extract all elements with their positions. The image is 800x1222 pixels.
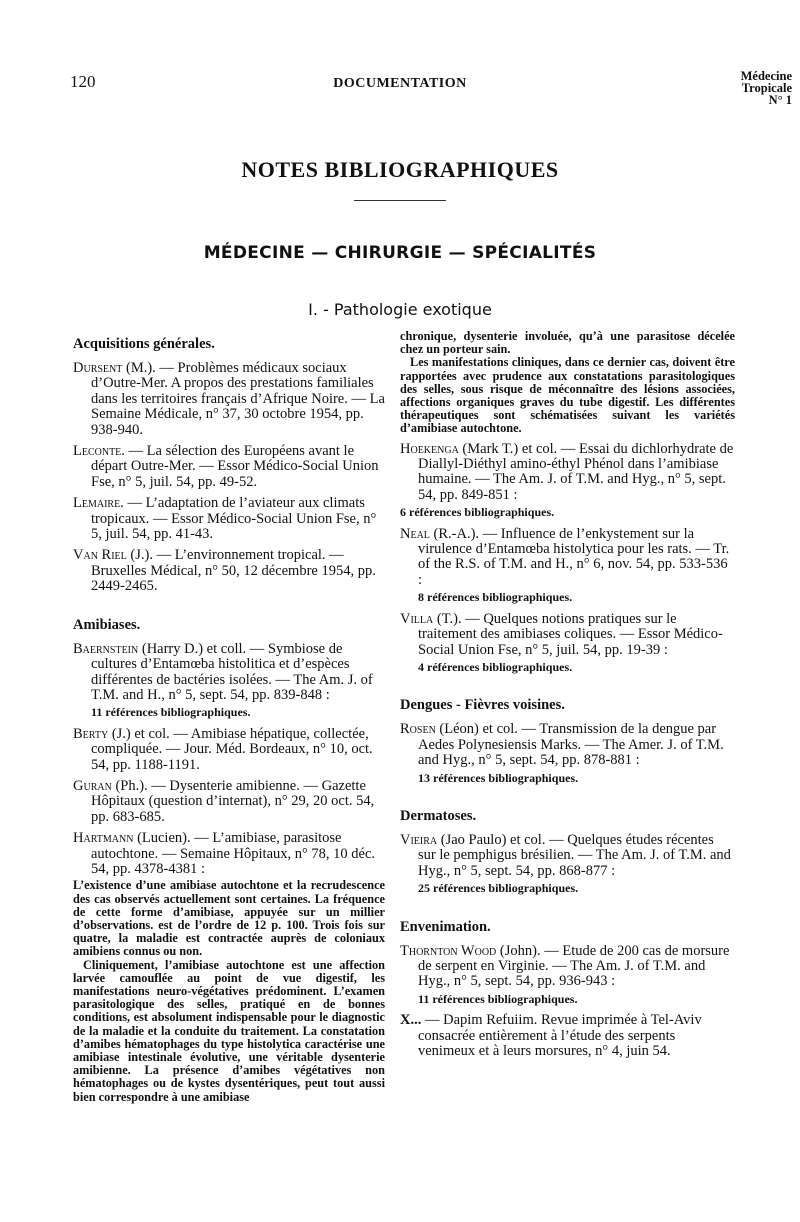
journal-line-1: Médecine (740, 69, 792, 83)
entry-author: Hartmann (73, 830, 134, 847)
entry-author: Vieira (400, 831, 438, 848)
journal-line-2: Tropicale (741, 81, 792, 95)
entry-author: Villa (400, 610, 434, 627)
bibliography-entry (73, 642, 385, 721)
left-column (73, 330, 385, 1110)
entry-text: (M.). — Problèmes médicaux sociaux d’Outre-Mer. A propos des prestations familiales dans les territoires français d’Afrique Noire. — La Semaine Médicale, n° 37, 30 octobre 1954, pp. 938-940. (91, 360, 385, 438)
entry-author: Baernstein (73, 640, 139, 657)
abstract-paragraph: chronique, dysenterie involuée, qu’à une parasitose décelée chez un porteur sain. (400, 329, 735, 357)
bibliography-entry (400, 442, 735, 521)
title-divider (354, 200, 446, 201)
reference-count: 4 références bibliographiques. (418, 659, 573, 674)
entry-author: Hoekenga (400, 440, 459, 457)
bibliography-entry (73, 444, 385, 490)
entry-author: Van Riel (73, 547, 127, 564)
bibliography-entry (400, 944, 735, 1008)
entry-text: (T.). — Quelques notions pratiques sur le traitement des amibiases coliques. — Essor Médico-Social Union Fse, n° 5, juil. 54, pp. 19-39 : (418, 610, 723, 658)
category-heading: Dengues - Fièvres voisines. (400, 697, 565, 714)
entry-text: — La sélection des Européens avant le départ Outre-Mer. — Essor Médico-Social Union Fse, n° 5, juil. 54, pp. 49-52. (91, 443, 379, 490)
category-heading: Amibiases. (73, 616, 141, 633)
subsection-title: I. - Pathologie exotique (308, 300, 492, 319)
journal-name (741, 70, 792, 106)
bibliography-entry (73, 727, 385, 773)
bibliography-entry (73, 548, 385, 594)
entry-text: (Lucien). — L’amibiase, parasitose autochtone. — Semaine Hôpitaux, n° 78, 10 déc. 54, pp. 4378-4381 : (91, 830, 376, 877)
entry-text: (Jao Paulo) et col. — Quelques études récentes sur le pemphigus brésilien. — The Am. J. of T.M. and Hyg., n° 5, sept. 54, pp. 868-877 : (418, 831, 731, 879)
entry-author: Neal (400, 525, 430, 542)
entry-text: (Ph.). — Dysenterie amibienne. — Gazette Hôpitaux (question d’internat), n° 29, 20 oct. 54, pp. 683-685. (91, 777, 375, 825)
abstract-paragraph: L’existence d’une amibiase autochtone et la recrudescence des cas observés actuellement sont certaines. La fréquence de cette forme d’amibiase, appuyée sur un millier d’observations. est de l’ordre de 12 p. 100. Trois fois sur quatre, la maladie est contractée auprès de coloniaux amibiens connus ou non. (73, 878, 385, 959)
category-heading: Acquisitions générales. (73, 336, 215, 352)
bibliography-entry (400, 1013, 735, 1059)
entry-author: Rosen (400, 721, 436, 738)
entry-text: — L’adaptation de l’aviateur aux climats tropicaux. — Essor Médico-Social Union Fse, n° 5, juil. 54, pp. 41-43. (91, 495, 377, 543)
reference-count: 8 références bibliographiques. (418, 590, 573, 605)
journal-line-3: N° 1 (768, 93, 792, 107)
running-title: DOCUMENTATION (333, 76, 467, 91)
entry-author: Berty (73, 725, 109, 742)
reference-count: 11 références bibliographiques. (91, 705, 251, 720)
entry-author: Guran (73, 777, 112, 794)
bibliography-entry (400, 612, 735, 676)
entry-text: (Harry D.) et coll. — Symbiose de cultures d’Entamœba histolitica et d’espèces différentes de bactéries isolées. — The Am. J. of T.M. and H., n° 5, sept. 54, pp. 839-848 : (91, 640, 373, 703)
reference-count: 25 références bibliographiques. (418, 881, 579, 896)
bibliography-entry (73, 831, 385, 877)
entry-text: (Léon) et col. — Transmission de la dengue par Aedes Polynesiensis Marks. — The Amer. J. of T.M. and Hyg., n° 5, sept. 54, pp. 878-881 : (418, 721, 724, 769)
reference-count: 6 références bibliographiques. (400, 505, 555, 520)
reference-count: 11 références bibliographiques. (418, 991, 578, 1006)
entry-text: (J.) et col. — Amibiase hépatique, collectée, compliquée. — Jour. Méd. Bordeaux, n° 10, oct. 54, pp. 1188-1191. (91, 725, 373, 773)
page-header (0, 70, 800, 120)
abstract-paragraph: Cliniquement, l’amibiase autochtone est une affection larvée camouflée au point de vue digestif, les manifestations neuro-végétatives prédominent. L’examen parasitologique des selles, pratiqué en de bonnes conditions, est absolument indispensable pour le diagnostic de la maladie et la conduite du traitement. La constatation d’amibes hématophages du type histolytica caractérise une amibiase intestinale évolutive, une véritable dysenterie amibienne. La présence d’amibes végétatives non hématophages ou de kystes dysentériques, peut tout aussi bien correspondre à une amibiase (73, 957, 385, 1104)
reference-count: 13 références bibliographiques. (418, 770, 579, 785)
page-number: 120 (70, 72, 96, 91)
bibliography-entry (400, 722, 735, 786)
bibliography-entry (400, 833, 735, 897)
main-title: NOTES BIBLIOGRAPHIQUES (241, 157, 559, 182)
abstract-paragraph: Les manifestations cliniques, dans ce dernier cas, doivent être rapportées avec prudence aux constatations parasitologiques des selles, sous risque de méconnaître des lésions associées, affections organiques graves du tube digestif. Les différentes thérapeutiques sont schématisées suivant les variétés d’amibiase autochtone. (400, 355, 735, 436)
entry-author: Leconte. (73, 443, 125, 460)
bibliography-entry (73, 779, 385, 825)
category-heading: Dermatoses. (400, 807, 477, 824)
entry-abstract (73, 879, 385, 1103)
entry-text: (John). — Etude de 200 cas de morsure de serpent en Virginie. — The Am. J. of T.M. and Hyg., n° 5, sept. 54, pp. 936-943 : (418, 942, 730, 990)
bibliography-entry (400, 527, 735, 606)
section-title: MÉDECINE — CHIRURGIE — SPÉCIALITÉS (203, 243, 597, 263)
entry-author: Dursent (73, 360, 123, 376)
entry-author: X... (400, 1012, 422, 1029)
entry-text: (J.). — L’environnement tropical. — Bruxelles Médical, n° 50, 12 décembre 1954, pp. 2449-2465. (91, 547, 376, 595)
entry-text: (Mark T.) et col. — Essai du dichlorhydrate de Diallyl-Diéthyl amino-éthyl Phénol dans l’amibiase humaine. — The Am. J. of T.M. and Hyg., n° 5, sept. 54, pp. 849-851 : (418, 440, 734, 503)
entry-text: — Dapim Refuiim. Revue imprimée à Tel-Aviv consacrée entièrement à l’étude des serpents venimeux et à leurs morsures, n° 4, juin 54. (418, 1012, 702, 1059)
entry-author: Thornton Wood (400, 942, 497, 959)
bibliography-entry (73, 361, 385, 438)
right-column (400, 330, 735, 1065)
entry-abstract-continued (400, 330, 735, 436)
entry-author: Lemaire. (73, 495, 124, 512)
category-heading: Envenimation. (400, 918, 491, 935)
bibliography-entry (73, 496, 385, 542)
entry-text: (R.-A.). — Influence de l’enkystement sur la virulence d’Entamœba histolytica pour les rats. — Tr. of the R.S. of T.M. and H., n° 6, nov. 54, pp. 533-536 : (418, 525, 730, 588)
